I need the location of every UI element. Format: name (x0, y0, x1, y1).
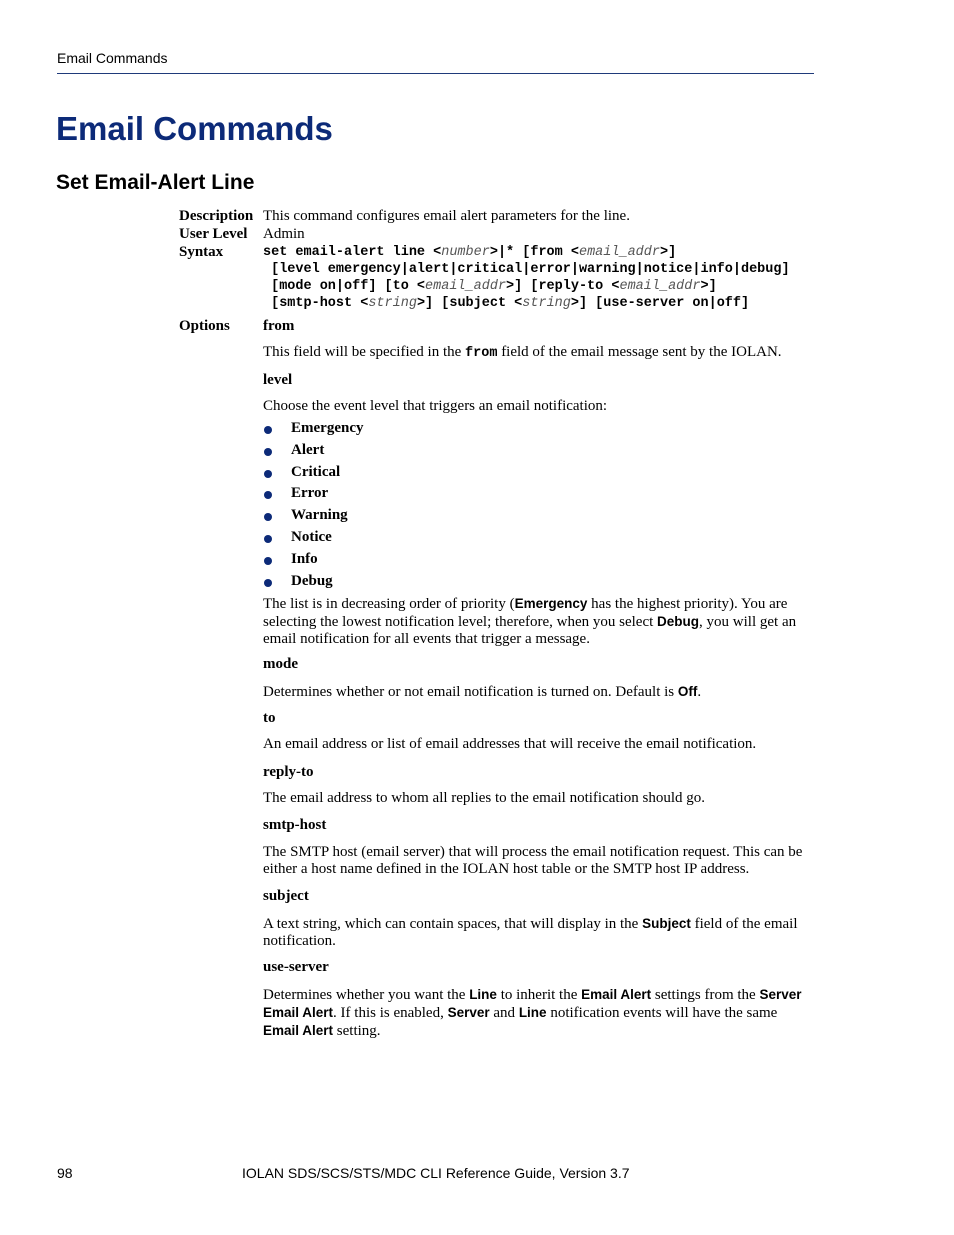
level-item: Info (291, 551, 318, 567)
option-from-name: from (263, 318, 295, 334)
option-from-desc: This field will be specified in the from field of the email message sent by the IOLAN. (263, 344, 782, 361)
option-to-name: to (263, 710, 276, 726)
bullet-icon (264, 426, 272, 434)
bullet-icon (264, 448, 272, 456)
page-title: Email Commands (56, 110, 333, 147)
level-item: Warning (291, 507, 348, 523)
description-text: This command configures email alert parameters for the line. (263, 208, 630, 224)
option-use-server-name: use-server (263, 959, 329, 975)
bullet-icon (264, 470, 272, 478)
option-mode-name: mode (263, 656, 298, 672)
option-smtp-host-name: smtp-host (263, 817, 327, 833)
bullet-icon (264, 557, 272, 565)
syntax-line-3: [mode on|off] [to <email_addr>] [reply-to <email_addr>] (263, 279, 717, 294)
running-header: Email Commands (57, 50, 168, 66)
bullet-icon (264, 535, 272, 543)
option-mode-desc: Determines whether or not email notification is turned on. Default is Off. (263, 684, 702, 700)
level-item: Debug (291, 573, 333, 589)
options-label: Options (179, 318, 230, 334)
syntax-line-1: set email-alert line <number>|* [from <email_addr>] (263, 245, 677, 260)
level-item: Error (291, 485, 329, 501)
header-divider (57, 73, 814, 74)
option-smtp-host-desc: The SMTP host (email server) that will process the email notification request. This can be either a host name defined in the IOLAN host table or the SMTP host IP address. (263, 844, 803, 877)
option-use-server-desc: Determines whether you want the Line to inherit the Email Alert settings from the Server Email Alert. If this is enabled, Server and Line notification events will have the same Email Alert setting. (263, 987, 802, 1039)
description-label: Description (179, 208, 254, 224)
option-level-note: The list is in decreasing order of priority (Emergency has the highest priority). You are selecting the lowest notification level; therefore, when you select Debug, you will get an email notification for all events that trigger a message. (263, 596, 797, 647)
level-item: Notice (291, 529, 332, 545)
user-level-label: User Level (179, 226, 248, 242)
bullet-icon (264, 579, 272, 587)
option-to-desc: An email address or list of email addresses that will receive the email notification. (263, 736, 757, 752)
level-item: Critical (291, 464, 341, 480)
level-item: Emergency (291, 420, 364, 436)
option-reply-to-desc: The email address to whom all replies to the email notification should go. (263, 790, 705, 806)
page-number: 98 (57, 1165, 73, 1181)
bullet-icon (264, 513, 272, 521)
option-reply-to-name: reply-to (263, 764, 314, 780)
user-level-value: Admin (263, 226, 305, 242)
bullet-icon (264, 491, 272, 499)
syntax-label: Syntax (179, 244, 224, 260)
option-level-name: level (263, 372, 293, 388)
syntax-line-4: [smtp-host <string>] [subject <string>] [use-server on|off] (263, 296, 750, 311)
option-level-desc: Choose the event level that triggers an email notification: (263, 398, 608, 414)
option-subject-desc: A text string, which can contain spaces, that will display in the Subject field of the email notification. (263, 916, 798, 949)
syntax-line-2: [level emergency|alert|critical|error|warning|notice|info|debug] (263, 262, 790, 277)
section-title: Set Email-Alert Line (56, 171, 255, 194)
level-item: Alert (291, 442, 325, 458)
footer-doc-title: IOLAN SDS/SCS/STS/MDC CLI Reference Guide, Version 3.7 (242, 1165, 630, 1181)
option-subject-name: subject (263, 888, 309, 904)
